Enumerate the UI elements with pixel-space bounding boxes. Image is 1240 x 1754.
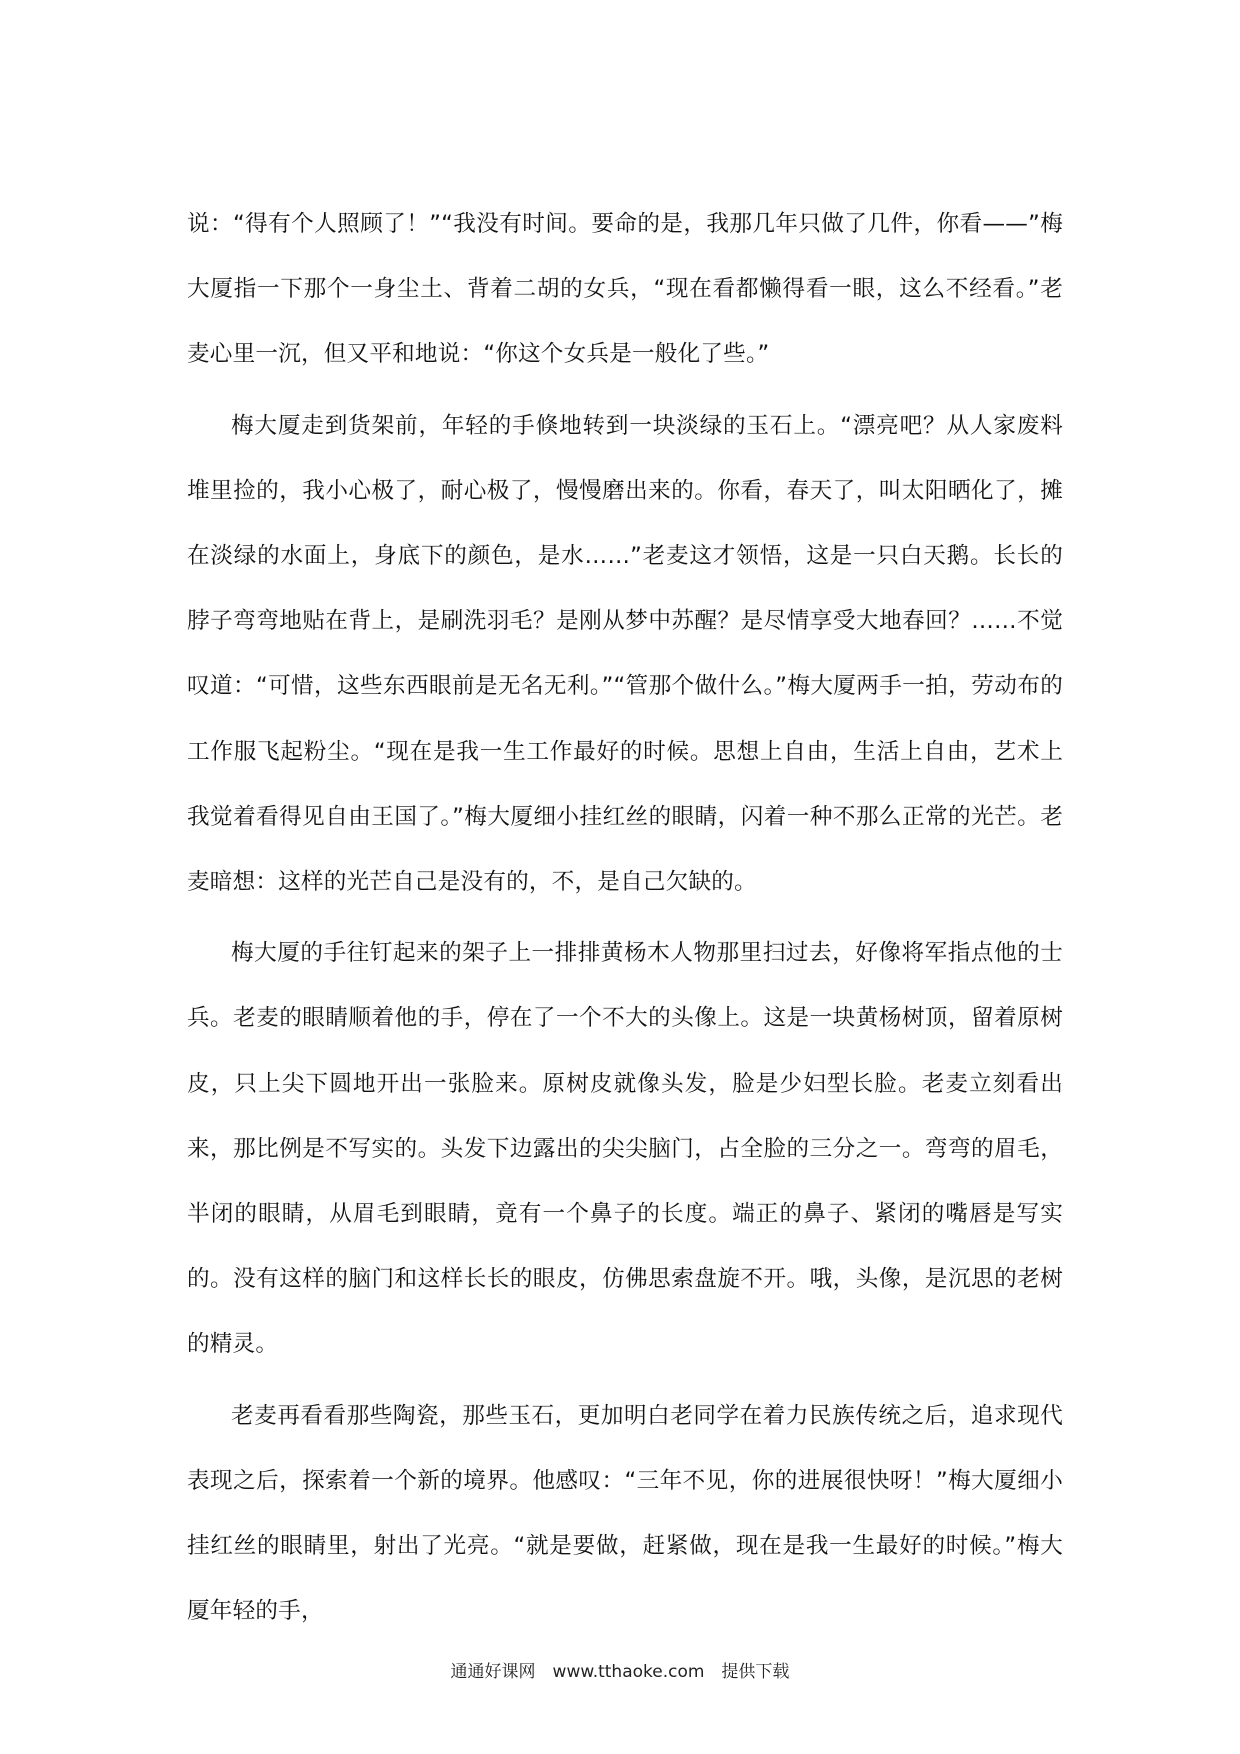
paragraph-1: 说：“得有个人照顾了！”“我没有时间。要命的是，我那几年只做了几件，你看——”梅大厦指一下那个一身尘土、背着二胡的女兵，“现在看都懒得看一眼，这么不经看。”老麦心里一沉，但又平和地说：“你这个女兵是一般化了些。”: [187, 211, 1063, 368]
paragraph-3: 梅大厦的手往钉起来的架子上一排排黄杨木人物那里扫过去，好像将军指点他的士兵。老麦的眼睛顺着他的手，停在了一个不大的头像上。这是一块黄杨树顶，留着原树皮，只上尖下圆地开出一张脸来。原树皮就像头发，脸是少妇型长脸。老麦立刻看出来，那比例是不写实的。头发下边露出的尖尖脑门，占全脸的三分之一。弯弯的眉毛，半闭的眼睛，从眉毛到眼睛，竟有一个鼻子的长度。端正的鼻子、紧闭的嘴唇是写实的。没有这样的脑门和这样长长的眼皮，仿佛思索盘旋不开。哦，头像，是沉思的老树的精灵。: [187, 940, 1063, 1358]
page-footer: 通通好课网 www.tthaoke.com 提供下载: [450, 1662, 790, 1682]
paragraph-4: 老麦再看看那些陶瓷，那些玉石，更加明白老同学在着力民族传统之后，追求现代表现之后，探索着一个新的境界。他感叹：“三年不见，你的进展很快呀！”梅大厦细小挂红丝的眼睛里，射出了光亮。“就是要做，赶紧做，现在是我一生最好的时候。”梅大厦年轻的手，: [187, 1402, 1063, 1625]
paragraph-2: 梅大厦走到货架前，年轻的手倏地转到一块淡绿的玉石上。“漂亮吧？从人家废料堆里捡的，我小心极了，耐心极了，慢慢磨出来的。你看，春天了，叫太阳晒化了，摊在淡绿的水面上，身底下的颜色，是水……”老麦这才领悟，这是一只白天鹅。长长的脖子弯弯地贴在背上，是刷洗羽毛？是刚从梦中苏醒？是尽情享受大地春回？……不觉叹道：“可惜，这些东西眼前是无名无利。”“管那个做什么。”梅大厦两手一拍，劳动布的工作服飞起粉尘。“现在是我一生工作最好的时候。思想上自由，生活上自由，艺术上我觉着看得见自由王国了。”梅大厦细小挂红丝的眼睛，闪着一种不那么正常的光芒。老麦暗想：这样的光芒自己是没有的，不，是自己欠缺的。: [187, 412, 1063, 896]
body-text: [187, 192, 1063, 1650]
